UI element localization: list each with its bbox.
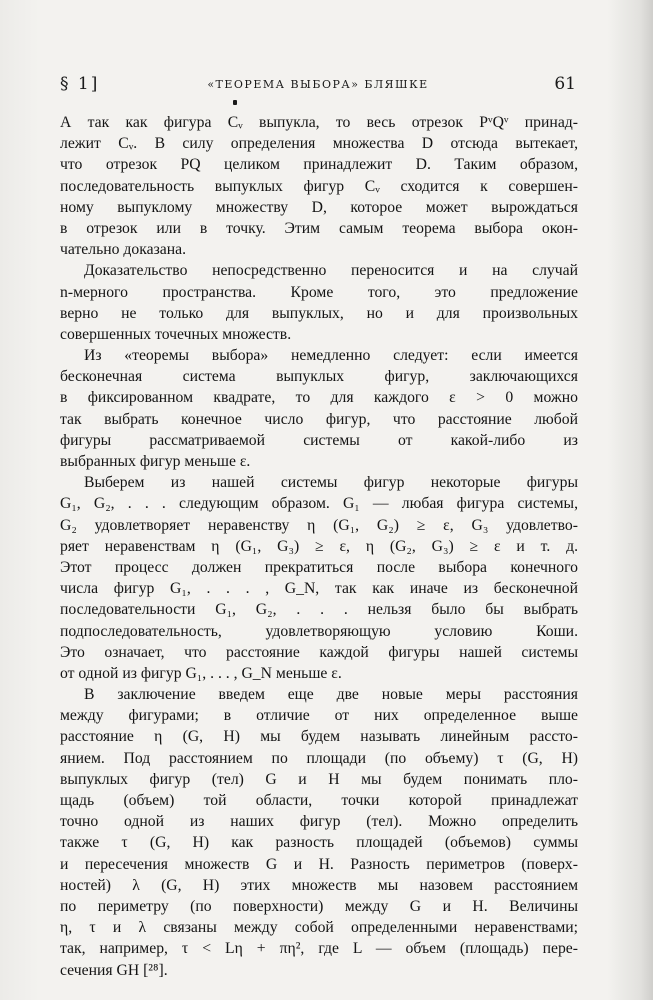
text-line: ряет неравенствам η (G₁, G₃) ≥ ε, η (G₂, G₃) ≥ ε и т. д. [60, 537, 578, 555]
text-line: что отрезок PQ целиком принадлежит D. Таким образом, [60, 156, 578, 174]
text-line: Выберем из нашей системы фигур некоторые фигуры [84, 474, 578, 492]
section-marker: § 1] [60, 74, 100, 94]
text-line: по периметру (по поверхности) между G и H. Величины [60, 897, 578, 915]
text-line: чательно доказана. [60, 241, 187, 259]
text-line: G₂ удовлетворяет неравенству η (G₁, G₂) ≥ ε, G₃ удовлетво- [60, 516, 578, 534]
text-line: ностей) λ (G, H) этих множеств мы назовем расстоянием [60, 876, 578, 894]
text-line: между фигурами; в отличие от них определенное выше [60, 707, 578, 725]
text-line: так выбрать конечное число фигур, что расстояние любой [60, 410, 578, 428]
text-line: от одной из фигур G₁, . . . , G_N меньше ε. [60, 664, 342, 682]
text-line: совершенных точечных множеств. [60, 325, 292, 343]
text-line: Этот процесс должен прекратиться после выбора конечного [60, 558, 578, 576]
text-line: η, τ и λ связаны между собой определенными неравенствами; [60, 919, 578, 937]
body-text [60, 112, 578, 981]
text-line: в отрезок или в точку. Этим самым теорема выбора окон- [60, 219, 578, 237]
page-number: 61 [554, 74, 576, 94]
text-line: сечения GH [²⁸]. [60, 961, 168, 979]
text-line: числа фигур G₁, . . . , G_N, так как иначе из бесконечной [60, 580, 578, 598]
text-line: Это означает, что расстояние каждой фигуры нашей системы [60, 643, 578, 661]
text-line: лежит Cᵥ. В силу определения множества D отсюда вытекает, [60, 135, 578, 153]
text-line: n-мерного пространства. Кроме того, это предложение [60, 283, 578, 301]
text-line: выбранных фигур меньше ε. [60, 453, 251, 470]
running-title: «ТЕОРЕМА ВЫБОРА» БЛЯШКЕ [207, 78, 429, 91]
text-line: в фиксированном квадрате, то для каждого ε > 0 можно [60, 389, 578, 407]
running-header [60, 74, 576, 98]
text-line: бесконечная система выпуклых фигур, заключающихся [60, 368, 578, 386]
text-line: и пересечения множеств G и H. Разность периметров (поверх- [60, 855, 578, 873]
text-line: выпуклых фигур (тел) G и H мы будем понимать пло- [60, 770, 578, 788]
text-line: янием. Под расстоянием по площади (по объему) τ (G, H) [60, 749, 578, 767]
text-line: Из «теоремы выбора» немедленно следует: если имеется [84, 347, 578, 365]
ink-speck [233, 100, 237, 105]
text-line: также τ (G, H) как разность площадей (объемов) суммы [60, 834, 578, 852]
text-line: последовательность выпуклых фигур Cᵥ сходится к совершен- [60, 177, 578, 195]
text-line: подпоследовательность, удовлетворяющую условию Коши. [60, 622, 578, 640]
text-line: G₁, G₂, . . . следующим образом. G₁ — любая фигура системы, [60, 495, 578, 513]
text-line: точно одной из наших фигур (тел). Можно определить [60, 813, 578, 831]
text-line: ному выпуклому множеству D, которое может вырождаться [60, 198, 578, 216]
text-line: В заключение введем еще две новые меры расстояния [84, 686, 578, 704]
text-line: щадь (объем) той области, точки которой принадлежат [60, 792, 578, 809]
text-line: верно не только для выпуклых, но и для произвольных [60, 304, 578, 322]
text-line: расстояние η (G, H) мы будем называть линейным рассто- [60, 728, 578, 746]
text-line: А так как фигура Cᵥ выпукла, то весь отрезок PᵛQᵛ принад- [60, 114, 578, 131]
text-line: фигуры рассматриваемой системы от какой-либо из [60, 431, 578, 449]
text-line: последовательности G₁, G₂, . . . нельзя было бы выбрать [60, 601, 578, 619]
text-line: Доказательство непосредственно переносится и на случай [84, 262, 578, 280]
text-line: так, например, τ < Lη + πη², где L — объем (площадь) пере- [60, 940, 578, 958]
